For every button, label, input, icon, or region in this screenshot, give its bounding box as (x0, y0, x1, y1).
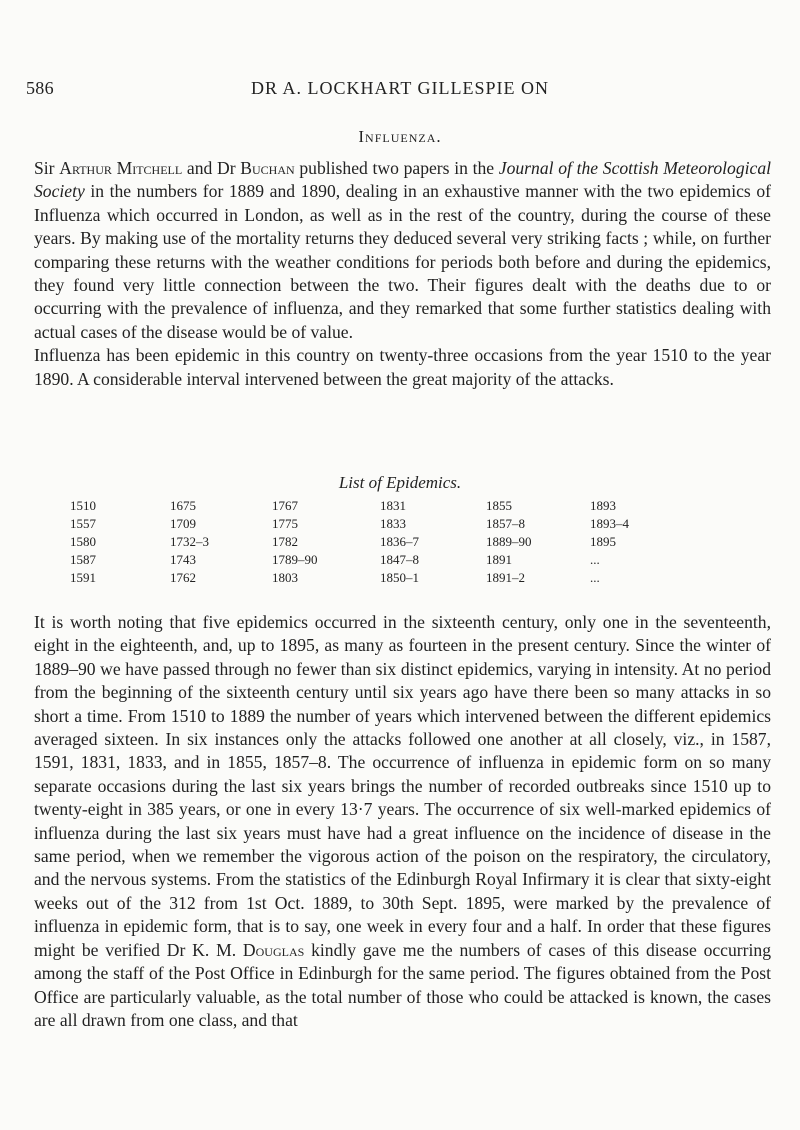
table-cell: 1893 (590, 498, 616, 513)
table-cell: 1775 (272, 516, 298, 531)
table-row (70, 552, 710, 570)
table-cell: 1891 (486, 552, 512, 567)
table-row (70, 498, 710, 516)
table-cell: ... (590, 552, 600, 567)
analysis-text-b: kindly gave me the numbers of cases of this disease occurring among the staff of the Post Office in Edinburgh for the same period. The figures obtained from the Post Office are particularly valuable, as the total number of those who could be attacked is known, the cases are all drawn from one class, and that (34, 939, 771, 1030)
table-cell: 1789–90 (272, 552, 318, 567)
intro-text-c: published two papers in the (294, 158, 499, 178)
epidemics-table (70, 498, 710, 588)
table-row (70, 534, 710, 552)
table-cell: 1850–1 (380, 570, 419, 585)
table-cell: 1557 (70, 516, 96, 531)
table-cell: 1895 (590, 534, 616, 549)
table-cell: 1762 (170, 570, 196, 585)
analysis-text-a: It is worth noting that five epidemics occurred in the sixteenth century, only one in the seventeenth, eight in the eighteenth, and, up to 1895, as many as fourteen in the present century. Since the winter of 1889–90 we have passed through no fewer than six distinct epidemics, varying in intensity. At no period from the beginning of the sixteenth century until six years ago have there been so many attacks in so short a time. From 1510 to 1889 the number of years which intervened between the different epidemics averaged sixteen. In six instances only the attacks followed one another at all closely, viz., in 1587, 1591, 1831, 1833, and in 1855, 1857–8. The occurrence of influenza in epidemic form on so many separate occasions during the last six years brings the number of recorded outbreaks since 1510 up to twenty-eight in 385 years, or one in every 13·7 years. The occurrence of six well-marked epidemics of influenza during the last six years must have had a great influence on the incidence of disease in the same period, when we remember the vigorous action of the poison on the respiratory, the circulatory, and the nervous systems. From the statistics of the Edinburgh Royal Infirmary it is clear that sixty-eight weeks out of the 312 from 1st Oct. 1889, to 30th Sept. 1895, were marked by the prevalence of influenza in epidemic form, that is to say, one week in every four and a half. In order that these figures might be verified Dr K. M. (34, 612, 771, 960)
table-cell: 1767 (272, 498, 298, 513)
table-cell: 1836–7 (380, 534, 419, 549)
table-cell: 1743 (170, 552, 196, 567)
section-title: Influenza. (358, 127, 442, 146)
table-cell: 1857–8 (486, 516, 525, 531)
table-caption: List of Epidemics. (338, 473, 462, 492)
intro-text-d: in the numbers for 1889 and 1890, dealing in an exhaustive manner with the two epidemics of Influenza which occurred in London, as well as in the rest of the country, during the course of these years. By making use of the mortality returns they deduced several very striking facts ; while, on further comparing these returns with the weather conditions for periods both before and during the epidemics, they found very little connection between the two. Their figures dealt with the deaths due to or occurring with the prevalence of influenza, and they remarked that some further statistics dealing with actual cases of the disease would be of value. (34, 181, 771, 342)
author-douglas: Douglas (242, 939, 305, 960)
table-cell: 1855 (486, 498, 512, 513)
intro-text-a: Sir (34, 158, 60, 178)
intro-text-b: and Dr (182, 158, 241, 178)
running-title: DR A. LOCKHART GILLESPIE ON (250, 78, 550, 98)
author-mitchell: Arthur Mitchell (59, 158, 183, 178)
table-cell: 1587 (70, 552, 96, 567)
table-cell: 1893–4 (590, 516, 629, 531)
author-buchan: Buchan (240, 158, 295, 178)
table-cell: 1675 (170, 498, 196, 513)
table-row (70, 516, 710, 534)
intro-text-e: Influenza has been epidemic in this country on twenty-three occasions from the year 1510 to the year 1890. A considerable interval intervened between the great majority of the attacks. (34, 345, 771, 389)
table-cell: 1889–90 (486, 534, 532, 549)
table-cell: 1709 (170, 516, 196, 531)
table-cell: 1782 (272, 534, 298, 549)
table-cell: 1803 (272, 570, 298, 585)
table-cell: 1831 (380, 498, 406, 513)
table-cell: 1847–8 (380, 552, 419, 567)
table-cell: 1732–3 (170, 534, 209, 549)
journal-title: Journal of the Scottish Meteorological Society (34, 158, 772, 202)
table-cell: 1591 (70, 570, 96, 585)
running-head (26, 78, 774, 104)
table-cell: 1833 (380, 516, 406, 531)
table-cell: 1580 (70, 534, 96, 549)
table-cell: 1510 (70, 498, 96, 513)
table-cell: 1891–2 (486, 570, 525, 585)
paragraph-intro (34, 157, 771, 391)
page-number: 586 (26, 78, 54, 98)
table-row (70, 570, 710, 588)
table-cell: ... (590, 570, 600, 585)
paragraph-analysis (34, 611, 771, 1032)
